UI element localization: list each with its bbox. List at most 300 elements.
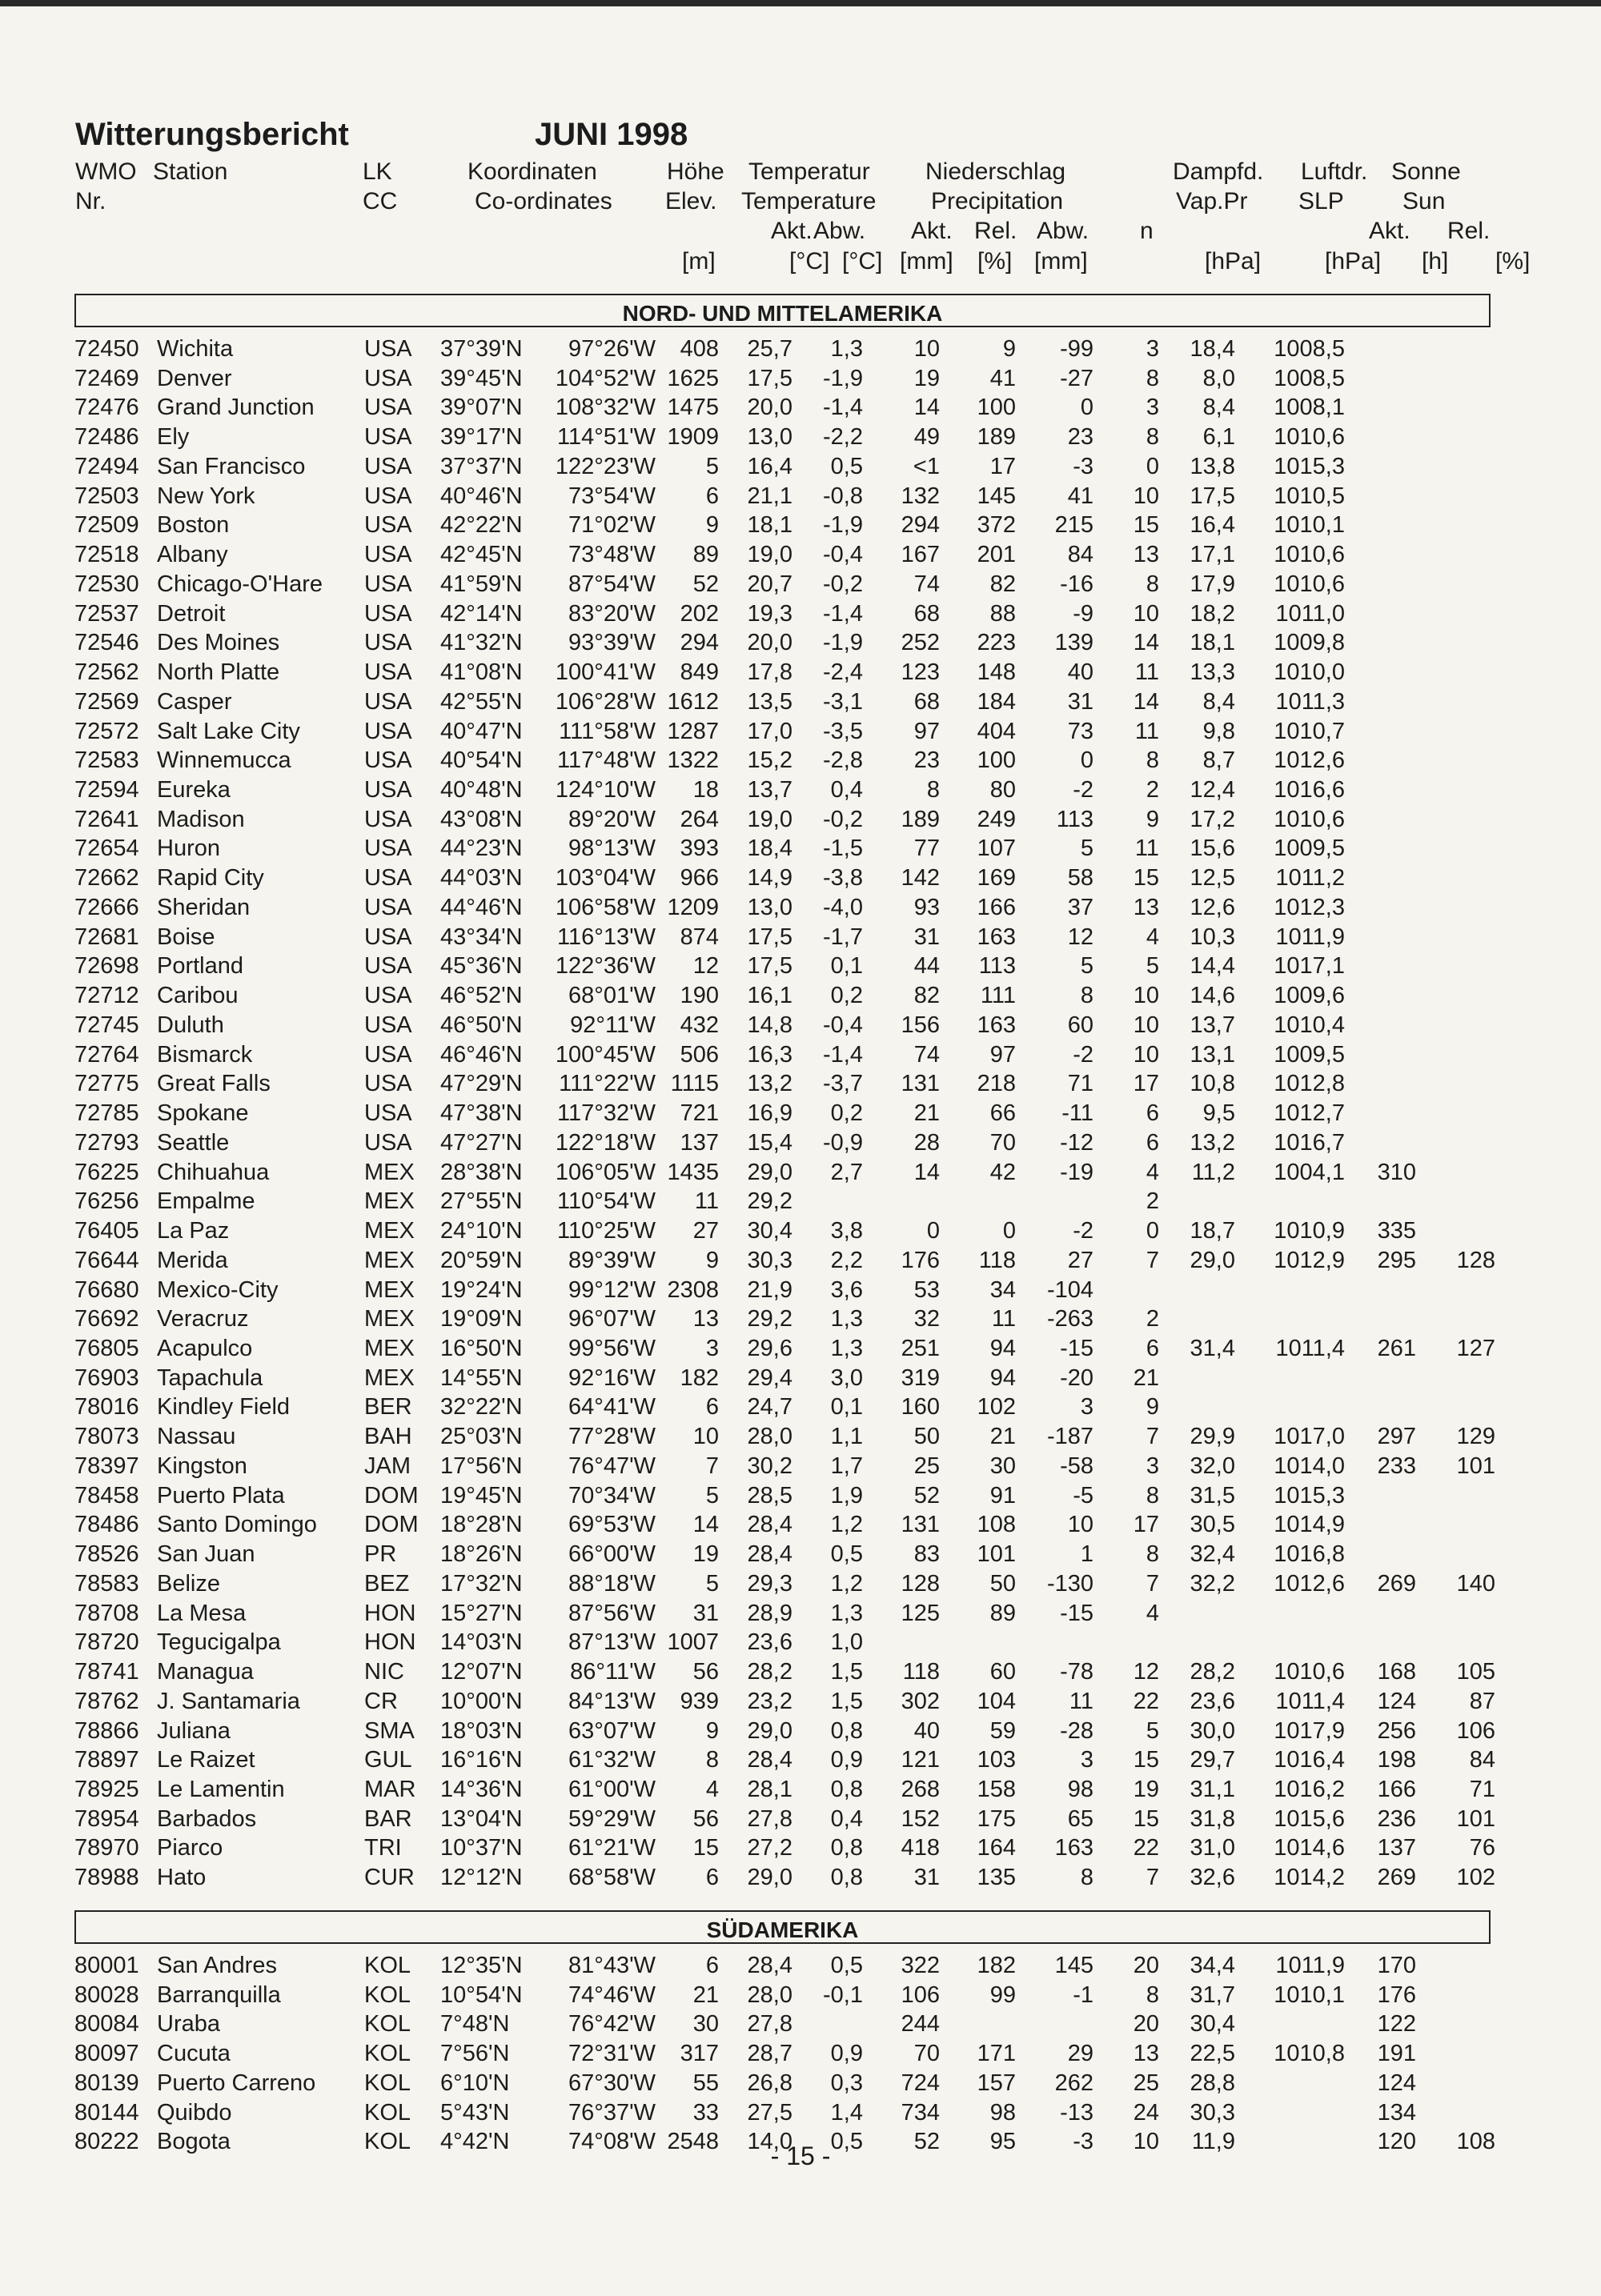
cell-longitude: 106°28'W bbox=[555, 688, 656, 715]
cell-sunshine-actual: 168 bbox=[1377, 1659, 1416, 1685]
cell-precip-deviation: 3 bbox=[1080, 1747, 1093, 1773]
cell-latitude: 47°29'N bbox=[440, 1071, 523, 1097]
cell-elevation: 19 bbox=[692, 1541, 719, 1568]
cell-latitude: 18°03'N bbox=[440, 1717, 523, 1744]
cell-elevation: 1909 bbox=[667, 424, 719, 451]
cell-precip-relative: 218 bbox=[977, 1071, 1016, 1097]
hdr-s-rel: Rel. bbox=[1447, 218, 1491, 244]
cell-temp-deviation: 1,2 bbox=[830, 1512, 863, 1538]
cell-precip-actual: 21 bbox=[913, 1100, 940, 1127]
cell-temp-deviation: 0,8 bbox=[830, 1835, 863, 1861]
cell-wmo-number: 72469 bbox=[74, 365, 139, 391]
cell-longitude: 100°45'W bbox=[555, 1041, 656, 1068]
cell-temp-deviation: -1,9 bbox=[823, 630, 863, 656]
cell-precip-relative: 102 bbox=[977, 1394, 1016, 1420]
cell-vapour-pressure: 31,0 bbox=[1190, 1835, 1235, 1861]
cell-precip-days: 14 bbox=[1133, 630, 1159, 656]
cell-longitude: 74°08'W bbox=[568, 2129, 656, 2155]
cell-wmo-number: 80097 bbox=[74, 2041, 139, 2067]
cell-elevation: 13 bbox=[692, 1306, 719, 1332]
cell-temp-actual: 28,4 bbox=[747, 1953, 792, 1978]
hdr-sun: Sonne bbox=[1391, 158, 1461, 185]
cell-precip-relative: 95 bbox=[989, 2129, 1016, 2155]
table-row bbox=[0, 1745, 1601, 1775]
cell-precip-actual: 160 bbox=[901, 1394, 940, 1420]
cell-country-code: USA bbox=[364, 688, 412, 715]
cell-temp-actual: 16,3 bbox=[747, 1041, 792, 1068]
cell-elevation: 11 bbox=[694, 1188, 719, 1215]
cell-longitude: 99°12'W bbox=[568, 1276, 656, 1303]
cell-station-name: Great Falls bbox=[157, 1071, 271, 1097]
table-row bbox=[0, 335, 1601, 364]
cell-wmo-number: 76692 bbox=[74, 1306, 139, 1332]
cell-elevation: 18 bbox=[692, 777, 719, 803]
cell-temp-deviation: -1,7 bbox=[823, 924, 863, 950]
cell-longitude: 87°56'W bbox=[568, 1600, 656, 1626]
cell-latitude: 10°00'N bbox=[440, 1688, 523, 1714]
cell-precip-deviation: 31 bbox=[1067, 688, 1093, 715]
cell-elevation: 1209 bbox=[667, 894, 719, 920]
cell-sea-level-pressure: 1017,9 bbox=[1274, 1717, 1345, 1744]
cell-vapour-pressure: 12,6 bbox=[1190, 894, 1235, 920]
table-row bbox=[0, 952, 1601, 981]
cell-temp-actual: 28,1 bbox=[747, 1776, 792, 1802]
cell-sea-level-pressure: 1011,4 bbox=[1275, 1688, 1345, 1714]
cell-precip-deviation: -2 bbox=[1073, 1218, 1093, 1244]
cell-precip-relative: 17 bbox=[989, 453, 1016, 479]
hdr-s-akt: Akt. bbox=[1369, 218, 1410, 244]
cell-temp-actual: 14,0 bbox=[747, 2129, 792, 2155]
table-row bbox=[0, 570, 1601, 599]
cell-precip-actual: 302 bbox=[901, 1688, 940, 1714]
cell-wmo-number: 78397 bbox=[74, 1453, 139, 1479]
cell-temp-deviation: -0,8 bbox=[823, 483, 863, 509]
cell-precip-days: 13 bbox=[1133, 2041, 1159, 2067]
cell-temp-actual: 19,3 bbox=[747, 600, 792, 627]
cell-sea-level-pressure: 1010,6 bbox=[1274, 1659, 1345, 1685]
cell-precip-days: 22 bbox=[1133, 1835, 1159, 1861]
cell-precip-deviation: -28 bbox=[1060, 1717, 1093, 1744]
cell-sea-level-pressure: 1008,5 bbox=[1274, 365, 1345, 391]
cell-country-code: MEX bbox=[364, 1364, 415, 1391]
cell-precip-relative: 97 bbox=[989, 1041, 1016, 1068]
cell-elevation: 55 bbox=[692, 2070, 719, 2096]
hdr-p-abw: Abw. bbox=[1037, 218, 1089, 244]
cell-country-code: USA bbox=[364, 924, 412, 950]
cell-precip-deviation: 0 bbox=[1080, 747, 1093, 774]
cell-vapour-pressure: 13,2 bbox=[1190, 1129, 1235, 1156]
cell-longitude: 73°48'W bbox=[568, 542, 656, 568]
cell-wmo-number: 80144 bbox=[74, 2099, 139, 2126]
cell-vapour-pressure: 10,3 bbox=[1190, 924, 1235, 950]
cell-precip-actual: 70 bbox=[913, 2041, 940, 2067]
cell-temp-deviation: 1,3 bbox=[830, 336, 863, 362]
cell-sea-level-pressure: 1010,5 bbox=[1274, 483, 1345, 509]
cell-precip-deviation: 84 bbox=[1067, 542, 1093, 568]
cell-country-code: MEX bbox=[364, 1276, 415, 1303]
table-row bbox=[0, 1069, 1601, 1099]
cell-country-code: USA bbox=[364, 777, 412, 803]
cell-elevation: 202 bbox=[680, 600, 719, 627]
cell-elevation: 9 bbox=[705, 512, 719, 539]
cell-wmo-number: 78866 bbox=[74, 1717, 139, 1744]
cell-elevation: 1612 bbox=[667, 688, 719, 715]
cell-latitude: 14°55'N bbox=[440, 1364, 523, 1391]
cell-station-name: Merida bbox=[157, 1247, 228, 1273]
cell-elevation: 432 bbox=[680, 1012, 719, 1038]
cell-longitude: 63°07'W bbox=[568, 1717, 656, 1744]
cell-vapour-pressure: 30,0 bbox=[1190, 1717, 1235, 1744]
cell-precip-relative: 184 bbox=[977, 688, 1016, 715]
table-row bbox=[0, 423, 1601, 452]
cell-station-name: Piarco bbox=[157, 1835, 223, 1861]
cell-wmo-number: 72793 bbox=[74, 1129, 139, 1156]
cell-wmo-number: 72518 bbox=[74, 542, 139, 568]
cell-wmo-number: 72698 bbox=[74, 953, 139, 980]
cell-precip-relative: 118 bbox=[978, 1247, 1016, 1273]
cell-precip-deviation: 71 bbox=[1067, 1071, 1093, 1097]
cell-elevation: 30 bbox=[692, 2011, 719, 2038]
cell-station-name: Wichita bbox=[157, 336, 234, 362]
cell-precip-days: 8 bbox=[1146, 1482, 1159, 1509]
cell-station-name: Boston bbox=[157, 512, 230, 539]
cell-wmo-number: 80222 bbox=[74, 2129, 139, 2155]
hdr-slp: Luftdr. bbox=[1301, 158, 1368, 185]
cell-wmo-number: 78954 bbox=[74, 1805, 139, 1832]
cell-longitude: 92°11'W bbox=[570, 1012, 656, 1038]
cell-precip-days: 11 bbox=[1134, 835, 1159, 862]
cell-country-code: KOL bbox=[364, 2129, 411, 2155]
cell-precip-relative: 157 bbox=[977, 2070, 1016, 2096]
cell-elevation: 56 bbox=[692, 1805, 719, 1832]
cell-country-code: SMA bbox=[364, 1717, 415, 1744]
cell-vapour-pressure: 14,6 bbox=[1190, 983, 1235, 1009]
cell-country-code: USA bbox=[364, 1041, 412, 1068]
cell-precip-actual: 49 bbox=[913, 424, 940, 451]
cell-precip-actual: 0 bbox=[926, 1218, 940, 1244]
cell-sea-level-pressure: 1008,5 bbox=[1274, 336, 1345, 362]
cell-sunshine-relative: 129 bbox=[1456, 1424, 1495, 1450]
cell-vapour-pressure: 30,3 bbox=[1190, 2099, 1235, 2126]
cell-longitude: 122°23'W bbox=[555, 453, 656, 479]
table-row bbox=[0, 1422, 1601, 1452]
cell-temp-deviation: 0,5 bbox=[830, 453, 863, 479]
cell-temp-actual: 29,6 bbox=[747, 1335, 792, 1361]
cell-vapour-pressure: 30,4 bbox=[1190, 2011, 1235, 2038]
cell-precip-actual: 252 bbox=[901, 630, 940, 656]
cell-temp-actual: 20,0 bbox=[747, 630, 792, 656]
cell-temp-deviation: 0,5 bbox=[830, 1541, 863, 1568]
hdr-precipitation: Precipitation bbox=[931, 188, 1064, 214]
table-row bbox=[0, 1599, 1601, 1629]
cell-wmo-number: 78762 bbox=[74, 1688, 139, 1714]
cell-sea-level-pressure: 1012,7 bbox=[1274, 1100, 1345, 1127]
cell-vapour-pressure: 31,7 bbox=[1190, 1981, 1235, 2008]
cell-sea-level-pressure: 1009,5 bbox=[1274, 835, 1345, 862]
cell-precip-actual: 40 bbox=[913, 1717, 940, 1744]
cell-station-name: Chihuahua bbox=[157, 1159, 270, 1185]
cell-country-code: USA bbox=[364, 806, 412, 832]
cell-longitude: 68°58'W bbox=[568, 1865, 656, 1891]
hdr-precip: Niederschlag bbox=[925, 158, 1066, 185]
cell-station-name: Denver bbox=[157, 365, 232, 391]
hdr-hoehe: Höhe bbox=[667, 158, 724, 185]
cell-station-name: Empalme bbox=[157, 1188, 255, 1215]
cell-precip-days: 11 bbox=[1134, 659, 1159, 686]
cell-vapour-pressure: 18,7 bbox=[1190, 1218, 1235, 1244]
table-row bbox=[0, 687, 1601, 717]
cell-station-name: Albany bbox=[157, 542, 228, 568]
cell-station-name: New York bbox=[157, 483, 255, 509]
cell-temp-actual: 30,2 bbox=[747, 1453, 792, 1479]
hdr-wmo: WMO bbox=[75, 158, 137, 185]
cell-temp-deviation: -1,9 bbox=[823, 365, 863, 391]
cell-latitude: 6°10'N bbox=[440, 2070, 510, 2096]
cell-sea-level-pressure: 1010,0 bbox=[1274, 659, 1345, 686]
cell-wmo-number: 72666 bbox=[74, 894, 139, 920]
cell-precip-actual: 44 bbox=[913, 953, 940, 980]
cell-country-code: MEX bbox=[364, 1247, 415, 1273]
unit-m: [m] bbox=[682, 248, 716, 274]
cell-precip-relative: 113 bbox=[978, 953, 1016, 980]
cell-precip-days: 19 bbox=[1133, 1776, 1159, 1802]
cell-precip-days: 7 bbox=[1146, 1247, 1159, 1273]
cell-country-code: KOL bbox=[364, 2041, 411, 2067]
cell-latitude: 10°37'N bbox=[440, 1835, 523, 1861]
cell-precip-relative: 30 bbox=[989, 1453, 1016, 1479]
cell-temp-deviation: 3,6 bbox=[830, 1276, 863, 1303]
cell-precip-deviation: 8 bbox=[1080, 1865, 1093, 1891]
cell-temp-actual: 24,7 bbox=[747, 1394, 792, 1420]
cell-temp-actual: 29,2 bbox=[747, 1188, 792, 1215]
cell-sunshine-actual: 233 bbox=[1377, 1453, 1416, 1479]
cell-longitude: 70°34'W bbox=[568, 1482, 656, 1509]
cell-latitude: 44°46'N bbox=[440, 894, 523, 920]
cell-precip-days: 5 bbox=[1146, 1717, 1159, 1744]
cell-precip-relative: 189 bbox=[977, 424, 1016, 451]
cell-longitude: 84°13'W bbox=[568, 1688, 656, 1714]
cell-elevation: 182 bbox=[680, 1364, 719, 1391]
cell-sea-level-pressure: 1014,0 bbox=[1274, 1453, 1345, 1479]
cell-station-name: Duluth bbox=[157, 1012, 224, 1038]
cell-country-code: BEZ bbox=[364, 1570, 410, 1597]
cell-vapour-pressure: 32,6 bbox=[1190, 1865, 1235, 1891]
cell-wmo-number: 78708 bbox=[74, 1600, 139, 1626]
table-row bbox=[0, 981, 1601, 1011]
cell-wmo-number: 76225 bbox=[74, 1159, 139, 1185]
cell-elevation: 966 bbox=[680, 865, 719, 892]
cell-latitude: 37°37'N bbox=[440, 453, 523, 479]
cell-temp-actual: 15,4 bbox=[747, 1129, 792, 1156]
cell-temp-deviation: -3,8 bbox=[823, 865, 863, 892]
cell-temp-deviation: -0,2 bbox=[823, 571, 863, 597]
cell-elevation: 4 bbox=[705, 1776, 719, 1802]
cell-temp-deviation: 1,5 bbox=[830, 1659, 863, 1685]
cell-temp-actual: 17,8 bbox=[747, 659, 792, 686]
cell-elevation: 9 bbox=[705, 1717, 719, 1744]
cell-precip-actual: 77 bbox=[913, 835, 940, 862]
table-row bbox=[0, 1158, 1601, 1188]
cell-wmo-number: 72662 bbox=[74, 865, 139, 892]
cell-sea-level-pressure: 1016,6 bbox=[1274, 777, 1345, 803]
cell-precip-days: 4 bbox=[1146, 924, 1159, 950]
cell-temp-actual: 17,5 bbox=[747, 365, 792, 391]
cell-station-name: Huron bbox=[157, 835, 220, 862]
cell-wmo-number: 72450 bbox=[74, 336, 139, 362]
cell-temp-actual: 17,5 bbox=[747, 953, 792, 980]
cell-station-name: Puerto Plata bbox=[157, 1482, 285, 1509]
cell-longitude: 100°41'W bbox=[555, 659, 656, 686]
cell-vapour-pressure: 13,3 bbox=[1190, 659, 1235, 686]
cell-precip-relative: 91 bbox=[989, 1482, 1016, 1509]
cell-sunshine-actual: 176 bbox=[1377, 1981, 1416, 2008]
cell-latitude: 37°39'N bbox=[440, 336, 523, 362]
cell-sea-level-pressure: 1012,9 bbox=[1274, 1247, 1345, 1273]
cell-precip-actual: 74 bbox=[913, 571, 940, 597]
table-row bbox=[0, 511, 1601, 540]
cell-precip-relative: 107 bbox=[977, 835, 1016, 862]
cell-precip-days: 15 bbox=[1133, 1747, 1159, 1773]
cell-vapour-pressure: 31,4 bbox=[1190, 1335, 1235, 1361]
cell-precip-deviation: 8 bbox=[1080, 983, 1093, 1009]
cell-country-code: USA bbox=[364, 365, 412, 391]
cell-precip-deviation: -78 bbox=[1060, 1659, 1093, 1685]
cell-country-code: USA bbox=[364, 453, 412, 479]
cell-station-name: Caribou bbox=[157, 983, 239, 1009]
cell-sea-level-pressure: 1010,6 bbox=[1274, 424, 1345, 451]
unit-pct2: [%] bbox=[1495, 248, 1531, 274]
cell-precip-days: 15 bbox=[1133, 512, 1159, 539]
cell-country-code: CUR bbox=[364, 1865, 415, 1891]
hdr-station: Station bbox=[153, 158, 228, 185]
cell-longitude: 74°46'W bbox=[568, 1981, 656, 2008]
cell-wmo-number: 72775 bbox=[74, 1071, 139, 1097]
cell-temp-deviation: 0,5 bbox=[830, 2129, 863, 2155]
cell-precip-deviation: -5 bbox=[1073, 1482, 1093, 1509]
cell-precip-relative: 66 bbox=[989, 1100, 1016, 1127]
cell-precip-actual: 31 bbox=[913, 1865, 940, 1891]
cell-temp-actual: 28,2 bbox=[747, 1659, 792, 1685]
cell-wmo-number: 72745 bbox=[74, 1012, 139, 1038]
cell-country-code: NIC bbox=[364, 1659, 404, 1685]
cell-sea-level-pressure: 1014,9 bbox=[1274, 1512, 1345, 1538]
cell-precip-days: 2 bbox=[1146, 777, 1159, 803]
cell-longitude: 110°25'W bbox=[557, 1218, 656, 1244]
cell-vapour-pressure: 17,2 bbox=[1190, 806, 1235, 832]
cell-station-name: J. Santamaria bbox=[157, 1688, 300, 1714]
cell-vapour-pressure: 11,2 bbox=[1191, 1159, 1235, 1185]
cell-wmo-number: 72764 bbox=[74, 1041, 139, 1068]
cell-longitude: 122°18'W bbox=[555, 1129, 656, 1156]
cell-latitude: 46°50'N bbox=[440, 1012, 523, 1038]
cell-longitude: 66°00'W bbox=[568, 1541, 656, 1568]
cell-precip-days: 10 bbox=[1133, 983, 1159, 1009]
table-row bbox=[0, 1481, 1601, 1511]
cell-precip-relative: 163 bbox=[977, 924, 1016, 950]
cell-country-code: USA bbox=[364, 630, 412, 656]
cell-sunshine-actual: 124 bbox=[1377, 1688, 1416, 1714]
cell-country-code: USA bbox=[364, 835, 412, 862]
cell-latitude: 40°48'N bbox=[440, 777, 523, 803]
cell-country-code: USA bbox=[364, 718, 412, 744]
cell-temp-actual: 17,0 bbox=[747, 718, 792, 744]
cell-country-code: MEX bbox=[364, 1218, 415, 1244]
cell-temp-deviation: 2,2 bbox=[830, 1247, 863, 1273]
cell-precip-days: 8 bbox=[1146, 747, 1159, 774]
cell-station-name: San Juan bbox=[157, 1541, 255, 1568]
cell-temp-deviation: 0,2 bbox=[830, 983, 863, 1009]
report-title: Witterungsbericht bbox=[75, 117, 349, 152]
cell-station-name: San Andres bbox=[157, 1953, 277, 1978]
cell-precip-deviation: -27 bbox=[1060, 365, 1093, 391]
cell-elevation: 1007 bbox=[667, 1629, 719, 1656]
cell-latitude: 41°08'N bbox=[440, 659, 523, 686]
cell-elevation: 6 bbox=[705, 1953, 719, 1978]
cell-latitude: 41°59'N bbox=[440, 571, 523, 597]
cell-elevation: 506 bbox=[680, 1041, 719, 1068]
cell-precip-deviation: 65 bbox=[1067, 1805, 1093, 1832]
cell-latitude: 28°38'N bbox=[440, 1159, 523, 1185]
cell-latitude: 16°50'N bbox=[440, 1335, 523, 1361]
cell-precip-relative: 166 bbox=[977, 894, 1016, 920]
cell-precip-actual: 19 bbox=[913, 365, 940, 391]
section-title: NORD- UND MITTELAMERIKA bbox=[622, 301, 943, 326]
cell-latitude: 45°36'N bbox=[440, 953, 523, 980]
cell-sea-level-pressure: 1010,9 bbox=[1274, 1218, 1345, 1244]
unit-hpa1: [hPa] bbox=[1205, 248, 1262, 274]
cell-temp-deviation: 0,2 bbox=[830, 1100, 863, 1127]
table-row bbox=[0, 393, 1601, 423]
cell-temp-deviation: 0,1 bbox=[830, 1394, 863, 1420]
cell-temp-actual: 29,0 bbox=[747, 1865, 792, 1891]
table-row bbox=[0, 1951, 1601, 1981]
cell-sea-level-pressure: 1016,7 bbox=[1274, 1129, 1345, 1156]
cell-vapour-pressure: 29,7 bbox=[1190, 1747, 1235, 1773]
cell-temp-actual: 23,2 bbox=[747, 1688, 792, 1714]
scan-top-edge bbox=[0, 0, 1601, 6]
cell-precip-actual: 189 bbox=[901, 806, 940, 832]
cell-precip-days: 21 bbox=[1133, 1364, 1159, 1391]
cell-sunshine-actual: 236 bbox=[1377, 1805, 1416, 1832]
cell-elevation: 9 bbox=[705, 1247, 719, 1273]
cell-station-name: Barbados bbox=[157, 1805, 257, 1832]
cell-latitude: 7°48'N bbox=[440, 2011, 510, 2038]
cell-precip-deviation: -187 bbox=[1046, 1424, 1093, 1450]
cell-precip-deviation: -19 bbox=[1060, 1159, 1093, 1185]
table-row bbox=[0, 364, 1601, 394]
cell-precip-days: 7 bbox=[1146, 1865, 1159, 1891]
cell-sunshine-relative: 101 bbox=[1456, 1805, 1495, 1832]
cell-precip-deviation: -16 bbox=[1060, 571, 1093, 597]
cell-latitude: 13°04'N bbox=[440, 1805, 523, 1832]
cell-latitude: 44°23'N bbox=[440, 835, 523, 862]
cell-precip-deviation: 58 bbox=[1067, 865, 1093, 892]
cell-station-name: San Francisco bbox=[157, 453, 306, 479]
cell-precip-actual: 176 bbox=[901, 1247, 940, 1273]
table-row bbox=[0, 746, 1601, 775]
cell-temp-actual: 15,2 bbox=[747, 747, 792, 774]
cell-precip-days: 9 bbox=[1146, 806, 1159, 832]
cell-precip-relative: 164 bbox=[977, 1835, 1016, 1861]
cell-elevation: 89 bbox=[692, 542, 719, 568]
cell-vapour-pressure: 8,0 bbox=[1202, 365, 1235, 391]
cell-station-name: Rapid City bbox=[157, 865, 264, 892]
cell-wmo-number: 72572 bbox=[74, 718, 139, 744]
cell-wmo-number: 72530 bbox=[74, 571, 139, 597]
cell-precip-actual: 152 bbox=[901, 1805, 940, 1832]
cell-vapour-pressure: 8,4 bbox=[1202, 395, 1235, 421]
cell-sea-level-pressure: 1012,8 bbox=[1274, 1071, 1345, 1097]
